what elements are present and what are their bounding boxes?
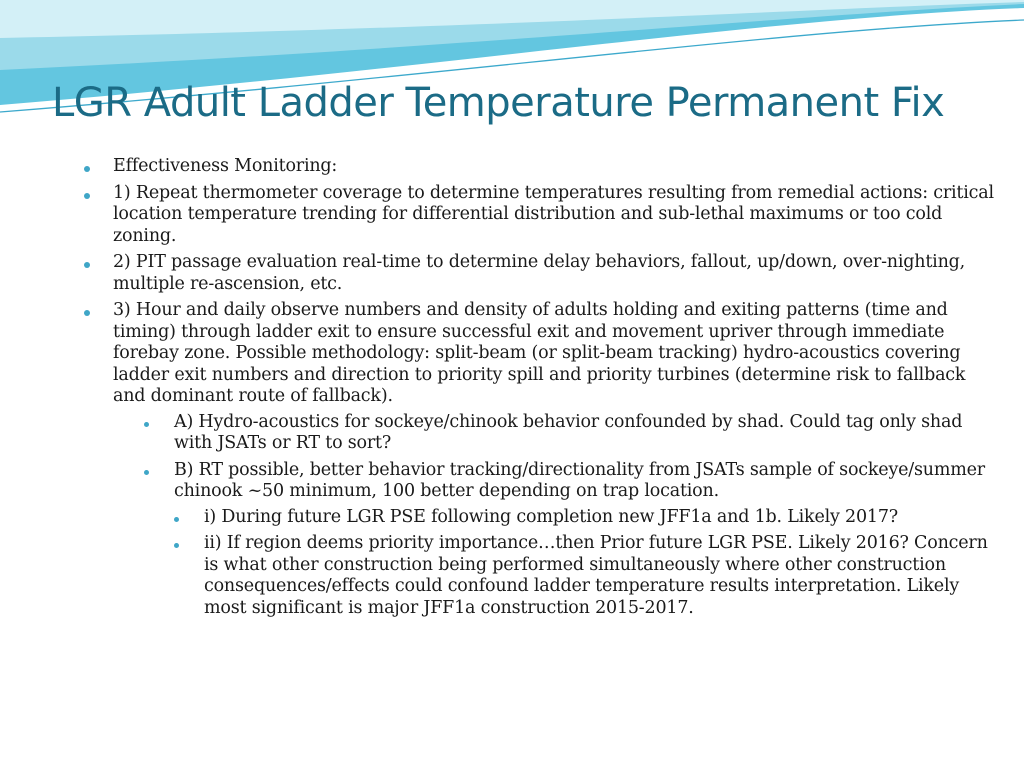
bullet-text: 2) PIT passage evaluation real-time to determine delay behaviors, fallout, up/down, over-nighting, multiple re-ascension, etc.	[113, 252, 966, 294]
bullet-text: Effectiveness Monitoring:	[113, 156, 338, 176]
slide-title: LGR Adult Ladder Temperature Permanent Fix	[52, 80, 945, 126]
bullet-list	[84, 156, 994, 619]
bullet-dot-icon	[84, 193, 90, 199]
bullet-dot-icon	[84, 262, 90, 268]
sub-bullet-item	[144, 460, 994, 620]
sub-sub-bullet-text: i) During future LGR PSE following completion new JFF1a and 1b. Likely 2017?	[204, 506, 898, 527]
sub-sub-bullet-list	[174, 507, 994, 620]
bullet-item	[84, 183, 994, 248]
bullet-item	[84, 252, 994, 295]
bullet-item	[84, 300, 994, 619]
sub-bullet-text: B) RT possible, better behavior tracking/directionality from JSATs sample of sockeye/summer chinook ~50 minimum, 100 better depending on trap location.	[174, 459, 985, 501]
bullet-text: 1) Repeat thermometer coverage to determine temperatures resulting from remedial actions: critical location temperature trending for differential distribution and sub-lethal maximums or too cold zoning.	[113, 182, 994, 246]
bullet-dot-icon	[174, 543, 179, 548]
bullet-text: 3) Hour and daily observe numbers and density of adults holding and exiting patterns (time and timing) through ladder exit to ensure successful exit and movement upriver through immediate forebay zone. Possible methodology: split-beam (or split-beam tracking) hydro-acoustics covering ladder exit numbers and direction to priority spill and priority turbines (determine risk to fallback and dominant route of fallback).	[113, 300, 966, 406]
sub-bullet-list	[113, 412, 994, 620]
bullet-dot-icon	[84, 310, 90, 316]
bullet-item	[84, 156, 994, 178]
bullet-dot-icon	[144, 470, 149, 475]
sub-sub-bullet-item	[174, 533, 994, 619]
bullet-content	[84, 156, 994, 624]
sub-sub-bullet-text: ii) If region deems priority importance…then Prior future LGR PSE. Likely 2016? Concern is what other construction being performed simultaneously where other construction consequences/effects could confound ladder temperature results interpretation. Likely most significant is major JFF1a construction 2015-2017.	[204, 533, 988, 618]
bullet-dot-icon	[174, 517, 179, 522]
sub-bullet-text: A) Hydro-acoustics for sockeye/chinook behavior confounded by shad. Could tag only shad with JSATs or RT to sort?	[174, 411, 963, 453]
bullet-dot-icon	[84, 166, 90, 172]
sub-bullet-item	[144, 412, 994, 455]
sub-sub-bullet-item	[174, 507, 994, 529]
bullet-dot-icon	[144, 422, 149, 427]
